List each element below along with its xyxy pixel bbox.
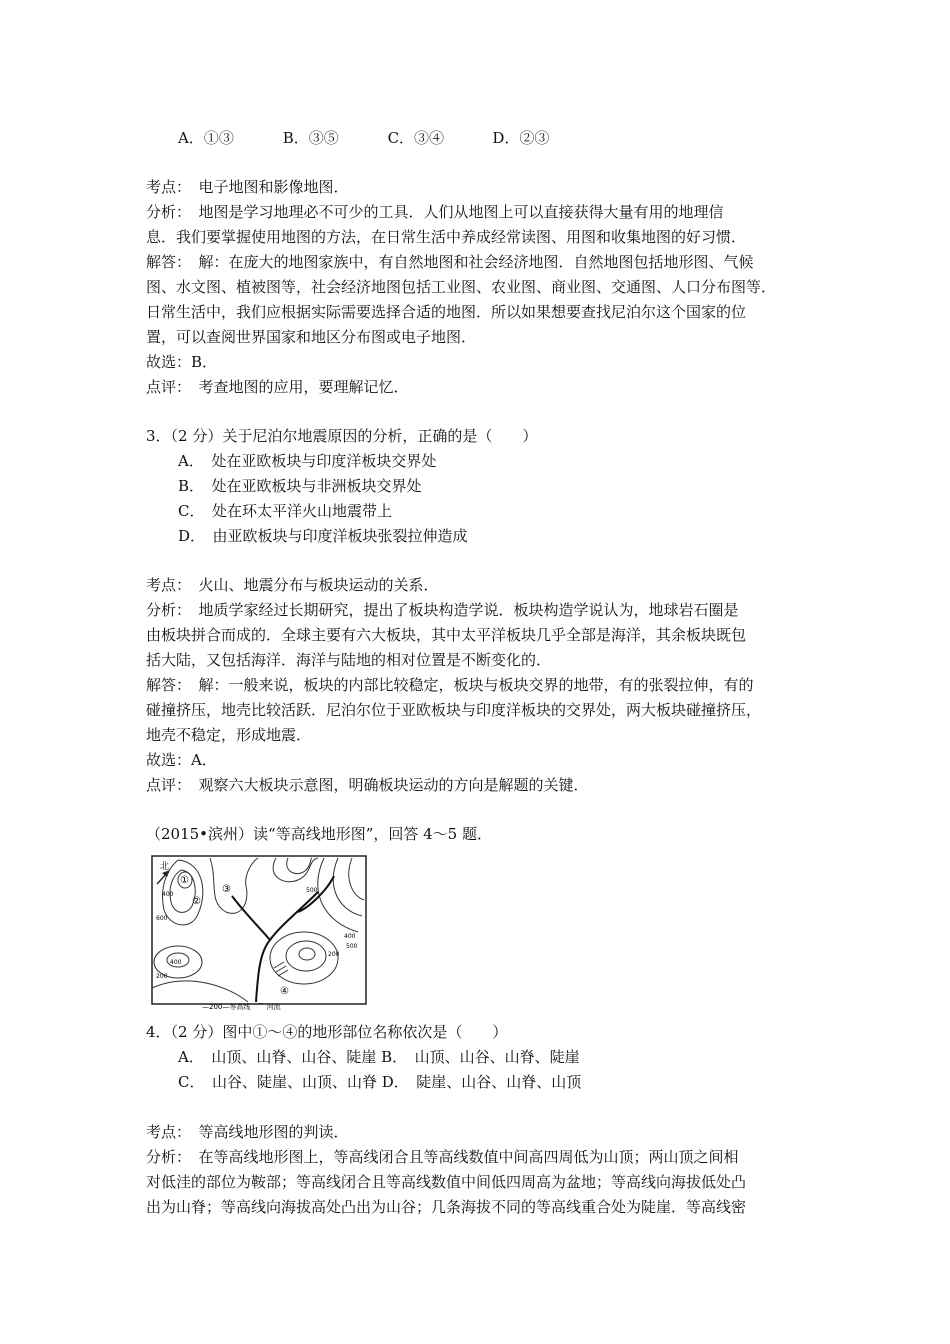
q2-fenxi-2: 息．我们要掌握使用地图的方法，在日常生活中养成经常读图、用图和收集地图的好习惯． (146, 228, 747, 246)
elevation-label: 500 (346, 943, 358, 950)
map-legend: —200—等高线 ⌒ 河流 (202, 1003, 281, 1010)
contour-line (349, 858, 364, 900)
q3-option-b: B． 处在亚欧板块与非洲板块交界处 (178, 477, 422, 495)
q3-jieda-3: 地壳不稳定，形成地震． (146, 726, 312, 744)
q2-jieda-4: 置，可以查阅世界国家和地区分布图或电子地图． (146, 328, 477, 346)
elevation-label: 600 (156, 915, 168, 922)
q2-jieda-1: 解答： 解：在庞大的地图家族中，有自然地图和社会经济地图．自然地图包括地形图、气候 (146, 253, 754, 271)
q4-option-ab: A． 山顶、山脊、山谷、陡崖 B． 山顶、山谷、山脊、陡崖 (178, 1048, 580, 1066)
q4-fenxi-3: 出为山脊；等高线向海拔高处凸出为山谷；几条海拔不同的等高线重合处为陡崖．等高线密 (146, 1198, 747, 1216)
q2-guxuan: 故选：B． (146, 353, 218, 371)
q3-option-c: C． 处在环太平洋火山地震带上 (178, 502, 392, 520)
q2-option-c: C．③④ (387, 129, 445, 147)
contour-map (148, 852, 370, 1010)
elevation-label: 400 (170, 959, 182, 966)
map-label-2: ② (192, 896, 201, 907)
q2-jieda-2: 图、水文图、植被图等，社会经济地图包括工业图、农业图、商业图、交通图、人口分布图等． (146, 278, 777, 296)
intro-4-5: （2015•滨州）读“等高线地形图”，回答 4～5 题． (146, 825, 492, 843)
q3-dianping: 点评： 观察六大板块示意图，明确板块运动的方向是解题的关键． (146, 776, 589, 794)
q2-option-a: A．①③ (178, 129, 234, 147)
q2-kaodian: 考点： 电子地图和影像地图． (146, 178, 349, 196)
q4-fenxi-2: 对低洼的部位为鞍部；等高线闭合且等高线数值中间低四周高为盆地；等高线向海拔低处凸 (146, 1173, 747, 1191)
q2-option-b: B．③⑤ (282, 129, 339, 147)
contour-line (270, 932, 338, 984)
contour-line (273, 858, 318, 882)
q2-option-d: D．②③ (492, 129, 550, 147)
contour-line (299, 948, 315, 960)
contour-line (333, 858, 362, 916)
q3-stem: 3．（2 分）关于尼泊尔地震原因的分析，正确的是（ ） (146, 427, 538, 445)
elevation-label: 200 (328, 951, 340, 958)
q4-fenxi-1: 分析： 在等高线地形图上，等高线闭合且等高线数值中间高四周低为山顶；两山顶之间相 (146, 1148, 739, 1166)
q4-stem: 4．（2 分）图中①～④的地形部位名称依次是（ ） (146, 1023, 508, 1041)
elevation-label: 500 (306, 887, 318, 894)
q3-jieda-1: 解答： 解：一般来说，板块的内部比较稳定，板块与板块交界的地带，有的张裂拉伸，有的 (146, 676, 754, 694)
q3-fenxi-2: 由板块拼合而成的．全球主要有六大板块，其中太平洋板块几乎全部是海洋，其余板块既包 (146, 626, 747, 644)
q3-guxuan: 故选：A． (146, 751, 217, 769)
q2-jieda-3: 日常生活中，我们应根据实际需要选择合适的地图．所以如果想要查找尼泊尔这个国家的位 (146, 303, 747, 321)
q3-fenxi-1: 分析： 地质学家经过长期研究，提出了板块构造学说．板块构造学说认为，地球岩石圈是 (146, 601, 739, 619)
contour-line (210, 858, 258, 913)
contour-line (286, 941, 326, 971)
elevation-label: 400 (344, 933, 356, 940)
contour-line (152, 981, 248, 1002)
contour-map-figure (148, 852, 370, 1010)
cliff-mark (274, 962, 288, 976)
q2-options (178, 128, 549, 148)
q2-fenxi-1: 分析： 地图是学习地理必不可少的工具．人们从地图上可以直接获得大量有用的地理信 (146, 203, 724, 221)
map-label-3: ③ (222, 884, 231, 895)
q3-option-d: D． 由亚欧板块与印度洋板块张裂拉伸造成 (178, 527, 468, 545)
map-label-1: ① (180, 875, 189, 886)
contour-line (318, 858, 358, 932)
q3-kaodian: 考点： 火山、地震分布与板块运动的关系． (146, 576, 439, 594)
north-label: 北 (160, 862, 170, 872)
q3-jieda-2: 碰撞挤压，地壳比较活跃．尼泊尔位于亚欧板块与印度洋板块的交界处，两大板块碰撞挤压， (146, 701, 762, 719)
elevation-label: 400 (162, 891, 174, 898)
q3-option-a: A． 处在亚欧板块与印度洋板块交界处 (178, 452, 437, 470)
elevation-label: 200 (156, 973, 168, 980)
map-label-4: ④ (280, 986, 289, 997)
q3-fenxi-3: 括大陆，又包括海洋．海洋与陆地的相对位置是不断变化的． (146, 651, 552, 669)
q4-option-cd: C． 山谷、陡崖、山顶、山脊 D． 陡崖、山谷、山脊、山顶 (178, 1073, 582, 1091)
q2-dianping: 点评： 考查地图的应用，要理解记忆． (146, 378, 409, 396)
q4-kaodian: 考点： 等高线地形图的判读． (146, 1123, 349, 1141)
